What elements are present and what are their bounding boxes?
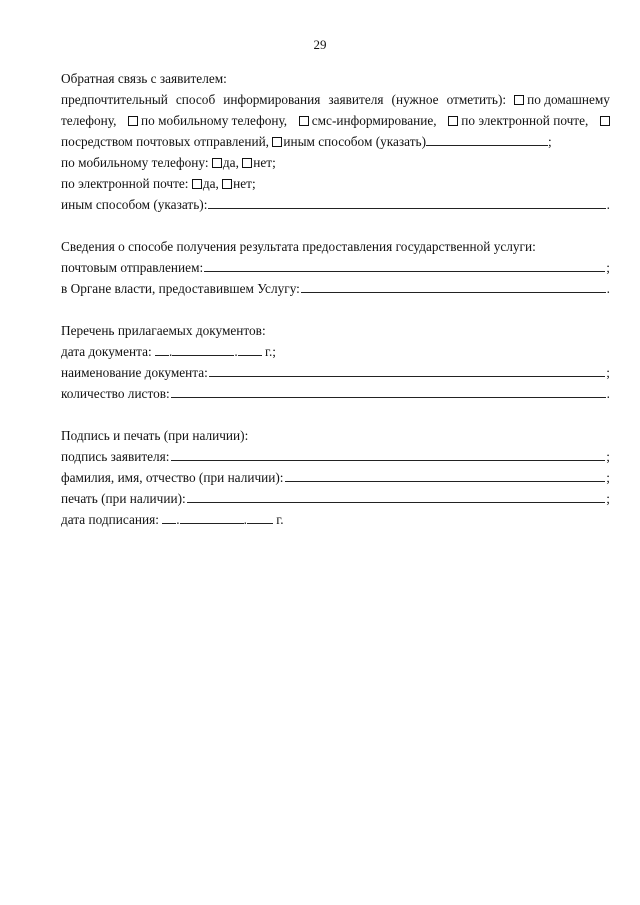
result-heading: Сведения о способе получения результата предоставления государственной услуги:	[61, 239, 536, 254]
word: телефону,	[61, 113, 117, 128]
option-mobile-phone	[128, 110, 287, 131]
document-date-month[interactable]	[172, 342, 234, 356]
other-label: иным способом (указать):	[61, 197, 208, 212]
document-date-day[interactable]	[155, 342, 169, 356]
punctuation: ;	[606, 365, 610, 380]
feedback-email-row	[61, 173, 610, 194]
result-office-row	[61, 278, 610, 299]
result-office-field[interactable]	[301, 279, 606, 293]
result-office-label: в Органе власти, предоставившем Услугу:	[61, 281, 300, 296]
signing-date-row	[61, 509, 610, 530]
checkbox-email-yes[interactable]	[192, 179, 202, 189]
punctuation: .	[169, 344, 173, 359]
application-form	[61, 68, 610, 530]
page-number: 29	[313, 37, 327, 52]
checkbox-email[interactable]	[448, 116, 458, 126]
result-post-field[interactable]	[204, 258, 605, 272]
punctuation: .	[606, 281, 610, 296]
option-sms	[299, 110, 437, 131]
document-name-row	[61, 362, 610, 383]
checkbox-email-no[interactable]	[222, 179, 232, 189]
punctuation: ;	[606, 470, 610, 485]
mobile-no-label: нет;	[253, 155, 276, 170]
signature-row	[61, 446, 610, 467]
fio-row	[61, 467, 610, 488]
stamp-row	[61, 488, 610, 509]
year-suffix: г.;	[265, 344, 276, 359]
option-other-label: иным способом (указать)	[283, 134, 427, 149]
option-post	[600, 116, 610, 126]
word: способ	[175, 92, 216, 107]
word: (нужное	[391, 92, 439, 107]
option-sms-label: смс-информирование,	[311, 113, 437, 128]
mobile-yes-label: да,	[222, 155, 239, 170]
feedback-line-2	[61, 110, 610, 131]
checkbox-sms[interactable]	[299, 116, 309, 126]
stamp-field[interactable]	[187, 489, 606, 503]
feedback-other-row	[61, 194, 610, 215]
signing-date-month[interactable]	[180, 510, 244, 524]
option-home-phone-label: по домашнему	[527, 92, 610, 107]
feedback-line-1	[61, 89, 610, 110]
checkbox-home-phone[interactable]	[514, 95, 524, 105]
document-date-year[interactable]	[238, 342, 262, 356]
option-home-phone	[514, 89, 610, 110]
document-sheets-field[interactable]	[171, 384, 606, 398]
punctuation: ;	[548, 134, 552, 149]
signature-field[interactable]	[171, 447, 606, 461]
documents-heading: Перечень прилагаемых документов:	[61, 323, 266, 338]
document-date-row	[61, 341, 610, 362]
punctuation: ;	[606, 449, 610, 464]
result-post-row	[61, 257, 610, 278]
option-post-label: посредством почтовых отправлений,	[61, 134, 270, 149]
signing-date-label: дата подписания:	[61, 512, 159, 527]
feedback-mobile-row	[61, 152, 610, 173]
year-suffix: г.	[276, 512, 284, 527]
punctuation: .	[176, 512, 180, 527]
signature-heading: Подпись и печать (при наличии):	[61, 428, 249, 443]
word: заявителя	[328, 92, 384, 107]
punctuation: ;	[606, 260, 610, 275]
feedback-line-3	[61, 131, 610, 152]
fio-field[interactable]	[285, 468, 606, 482]
result-post-label: почтовым отправлением:	[61, 260, 204, 275]
punctuation: ;	[606, 491, 610, 506]
checkbox-other[interactable]	[272, 137, 282, 147]
punctuation: .	[606, 197, 610, 212]
word: информирования	[223, 92, 321, 107]
stamp-label: печать (при наличии):	[61, 491, 186, 506]
other-method-field[interactable]	[426, 132, 548, 146]
feedback-heading: Обратная связь с заявителем:	[61, 71, 227, 86]
signature-label: подпись заявителя:	[61, 449, 170, 464]
document-name-field[interactable]	[209, 363, 605, 377]
word: предпочтительный	[61, 92, 168, 107]
document-sheets-label: количество листов:	[61, 386, 170, 401]
punctuation: .	[234, 344, 238, 359]
mobile-label: по мобильному телефону:	[61, 155, 209, 170]
word: отметить):	[446, 92, 507, 107]
checkbox-mobile-no[interactable]	[242, 158, 252, 168]
signing-date-day[interactable]	[162, 510, 176, 524]
email-label: по электронной почте:	[61, 176, 189, 191]
punctuation: .	[606, 386, 610, 401]
option-email	[448, 110, 588, 131]
document-date-label: дата документа:	[61, 344, 152, 359]
email-yes-label: да,	[202, 176, 219, 191]
fio-label: фамилия, имя, отчество (при наличии):	[61, 470, 284, 485]
option-mobile-phone-label: по мобильному телефону,	[141, 113, 288, 128]
signing-date-year[interactable]	[247, 510, 273, 524]
option-email-label: по электронной почте,	[461, 113, 589, 128]
checkbox-post[interactable]	[600, 116, 610, 126]
email-no-label: нет;	[233, 176, 256, 191]
other-field[interactable]	[208, 195, 605, 209]
document-name-label: наименование документа:	[61, 365, 208, 380]
punctuation: .	[243, 512, 247, 527]
checkbox-mobile-phone[interactable]	[128, 116, 138, 126]
checkbox-mobile-yes[interactable]	[212, 158, 222, 168]
document-sheets-row	[61, 383, 610, 404]
